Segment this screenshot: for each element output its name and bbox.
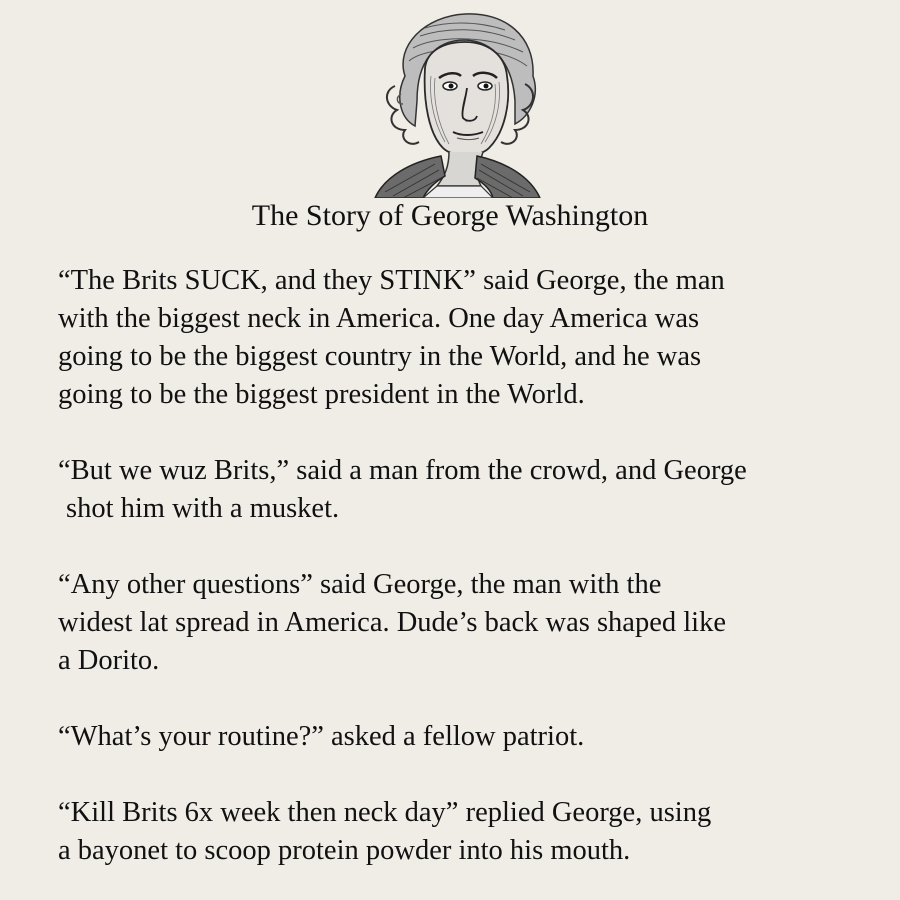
paragraph-line: “But we wuz Brits,” said a man from the crowd, and George: [58, 455, 747, 486]
paragraph-3: [58, 566, 878, 680]
page-title: The Story of George Washington: [251, 199, 649, 232]
story-body: [58, 262, 878, 870]
paragraph-1: [58, 262, 878, 414]
paragraph-5: [58, 794, 878, 870]
paragraph-4: [58, 718, 878, 756]
paragraph-line: “Kill Brits 6x week then neck day” replied George, using: [58, 797, 712, 828]
paragraph-line: “Any other questions” said George, the man with the: [58, 569, 662, 600]
paragraph-line: shot him with a musket.: [66, 493, 340, 524]
paragraph-line: going to be the biggest country in the World, and he was: [58, 341, 702, 372]
paragraph-line: widest lat spread in America. Dude’s back was shaped like: [58, 607, 726, 638]
george-washington-portrait-icon: [365, 6, 550, 198]
paragraph-2: [58, 452, 878, 528]
paragraph-line: “What’s your routine?” asked a fellow patriot.: [58, 721, 585, 752]
paragraph-line: “The Brits SUCK, and they STINK” said George, the man: [58, 265, 725, 296]
paragraph-line: with the biggest neck in America. One day America was: [58, 303, 700, 334]
paragraph-line: going to be the biggest president in the World.: [58, 379, 585, 410]
paragraph-line: a bayonet to scoop protein powder into his mouth.: [58, 835, 631, 866]
paragraph-line: a Dorito.: [58, 645, 160, 676]
